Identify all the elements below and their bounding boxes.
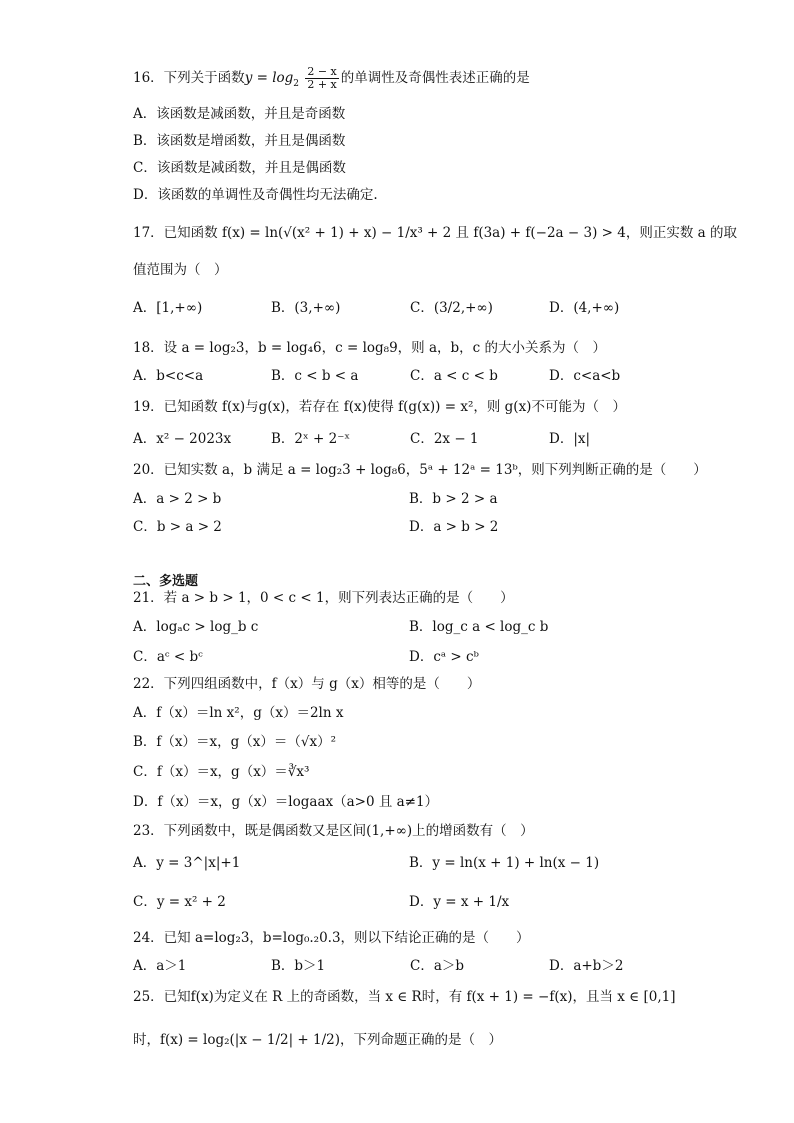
q19-option-a[interactable]: A．x² − 2023x: [133, 431, 232, 447]
q16-stem-post: 的单调性及奇偶性表述正确的是: [340, 70, 530, 87]
q18-option-a[interactable]: A．b<c<a: [133, 368, 204, 384]
q16-option-d[interactable]: D．该函数的单调性及奇偶性均无法确定.: [133, 187, 378, 203]
q21-option-b[interactable]: B．log_c a < log_c b: [409, 619, 549, 635]
q21-option-c[interactable]: C．aᶜ < bᶜ: [133, 649, 203, 665]
q25-stem-line1: 25．已知f(x)为定义在 R 上的奇函数，当 x ∈ R时，有 f(x + 1) = −f(x)，且当 x ∈ [0,1]: [133, 989, 676, 1005]
q20-stem: 20．已知实数 a，b 满足 a = log₂3 + log₈6，5ᵃ + 12ᵃ = 13ᵇ，则下列判断正确的是（ ）: [133, 462, 707, 478]
q22-option-c[interactable]: C．f（x）＝x，g（x）＝∛x³: [133, 764, 310, 780]
q20-option-a[interactable]: A．a > 2 > b: [133, 491, 222, 507]
q23-option-b[interactable]: B．y = ln(x + 1) + ln(x − 1): [409, 855, 600, 871]
q24-option-d[interactable]: D．a+b＞2: [549, 958, 624, 974]
q20-option-d[interactable]: D．a > b > 2: [409, 519, 499, 535]
q17-option-d[interactable]: D．(4,+∞): [549, 300, 620, 316]
q20-option-b[interactable]: B．b > 2 > a: [409, 491, 498, 507]
q17-stem-line1: 17．已知函数 f(x) = ln(√(x² + 1) + x) − 1/x³ + 2 且 f(3a) + f(−2a − 3) > 4，则正实数 a 的取: [133, 225, 737, 241]
q19-option-b[interactable]: B．2ˣ + 2⁻ˣ: [271, 431, 351, 447]
q23-option-c[interactable]: C．y = x² + 2: [133, 894, 226, 910]
q16-denominator: 2 + x: [307, 78, 337, 92]
q16-numerator: 2 − x: [307, 65, 337, 78]
q21-stem: 21．若 a > b > 1，0 < c < 1，则下列表达正确的是（ ）: [133, 590, 514, 606]
q16-option-b[interactable]: B．该函数是增函数，并且是偶函数: [133, 133, 346, 149]
q19-option-d[interactable]: D．|x|: [549, 431, 591, 447]
q16-option-c[interactable]: C．该函数是减函数，并且是偶函数: [133, 160, 346, 176]
q16-func: y = log: [244, 70, 294, 87]
q24-stem: 24．已知 a=log₂3，b=log₀.₂0.3，则以下结论正确的是（ ）: [133, 930, 530, 946]
q17-stem-line2: 值范围为（ ）: [133, 262, 228, 278]
q22-option-d[interactable]: D．f（x）＝x，g（x）＝logaax（a>0 且 a≠1）: [133, 794, 439, 810]
q16-base: 2: [293, 78, 300, 89]
q18-option-b[interactable]: B．c < b < a: [271, 368, 359, 384]
q21-option-d[interactable]: D．cᵃ > cᵇ: [409, 649, 479, 665]
q16-fraction: [305, 66, 338, 91]
q17-option-c[interactable]: C．(3/2,+∞): [410, 300, 493, 316]
q21-option-a[interactable]: A．logₐc > log_b c: [133, 619, 259, 635]
q22-option-a[interactable]: A．f（x）＝ln x²，g（x）＝2ln x: [133, 705, 344, 721]
q18-option-d[interactable]: D．c<a<b: [549, 368, 621, 384]
q23-option-a[interactable]: A．y = 3^|x|+1: [133, 855, 241, 871]
q17-option-a[interactable]: A．[1,+∞): [133, 300, 203, 316]
section-heading: 二、多选题: [133, 574, 199, 589]
q23-stem: 23．下列函数中，既是偶函数又是区间(1,+∞)上的增函数有（ ）: [133, 823, 534, 839]
q16-option-a[interactable]: A．该函数是减函数，并且是奇函数: [133, 106, 346, 122]
q19-stem: 19．已知函数 f(x)与g(x)，若存在 f(x)使得 f(g(x)) = x²，则 g(x)不可能为（ ）: [133, 399, 626, 415]
q25-stem-line2: 时，f(x) = log₂(|x − 1/2| + 1/2)，下列命题正确的是（ ）: [133, 1032, 503, 1048]
q22-option-b[interactable]: B．f（x）＝x，g（x）＝（√x）²: [133, 734, 337, 750]
q18-option-c[interactable]: C．a < c < b: [410, 368, 498, 384]
q19-option-c[interactable]: C．2x − 1: [410, 431, 479, 447]
q24-option-b[interactable]: B．b＞1: [271, 958, 326, 974]
q17-option-b[interactable]: B．(3,+∞): [271, 300, 341, 316]
q24-option-c[interactable]: C．a＞b: [410, 958, 465, 974]
q24-option-a[interactable]: A．a＞1: [133, 958, 187, 974]
q22-stem: 22．下列四组函数中，f（x）与 g（x）相等的是（ ）: [133, 676, 481, 692]
q16-stem-pre: 16．下列关于函数: [133, 70, 245, 87]
q20-option-c[interactable]: C．b > a > 2: [133, 519, 222, 535]
q23-option-d[interactable]: D．y = x + 1/x: [409, 894, 510, 910]
q18-stem: 18．设 a = log₂3，b = log₄6，c = log₈9，则 a，b，c 的大小关系为（ ）: [133, 340, 607, 356]
q16-stem: [133, 66, 530, 91]
